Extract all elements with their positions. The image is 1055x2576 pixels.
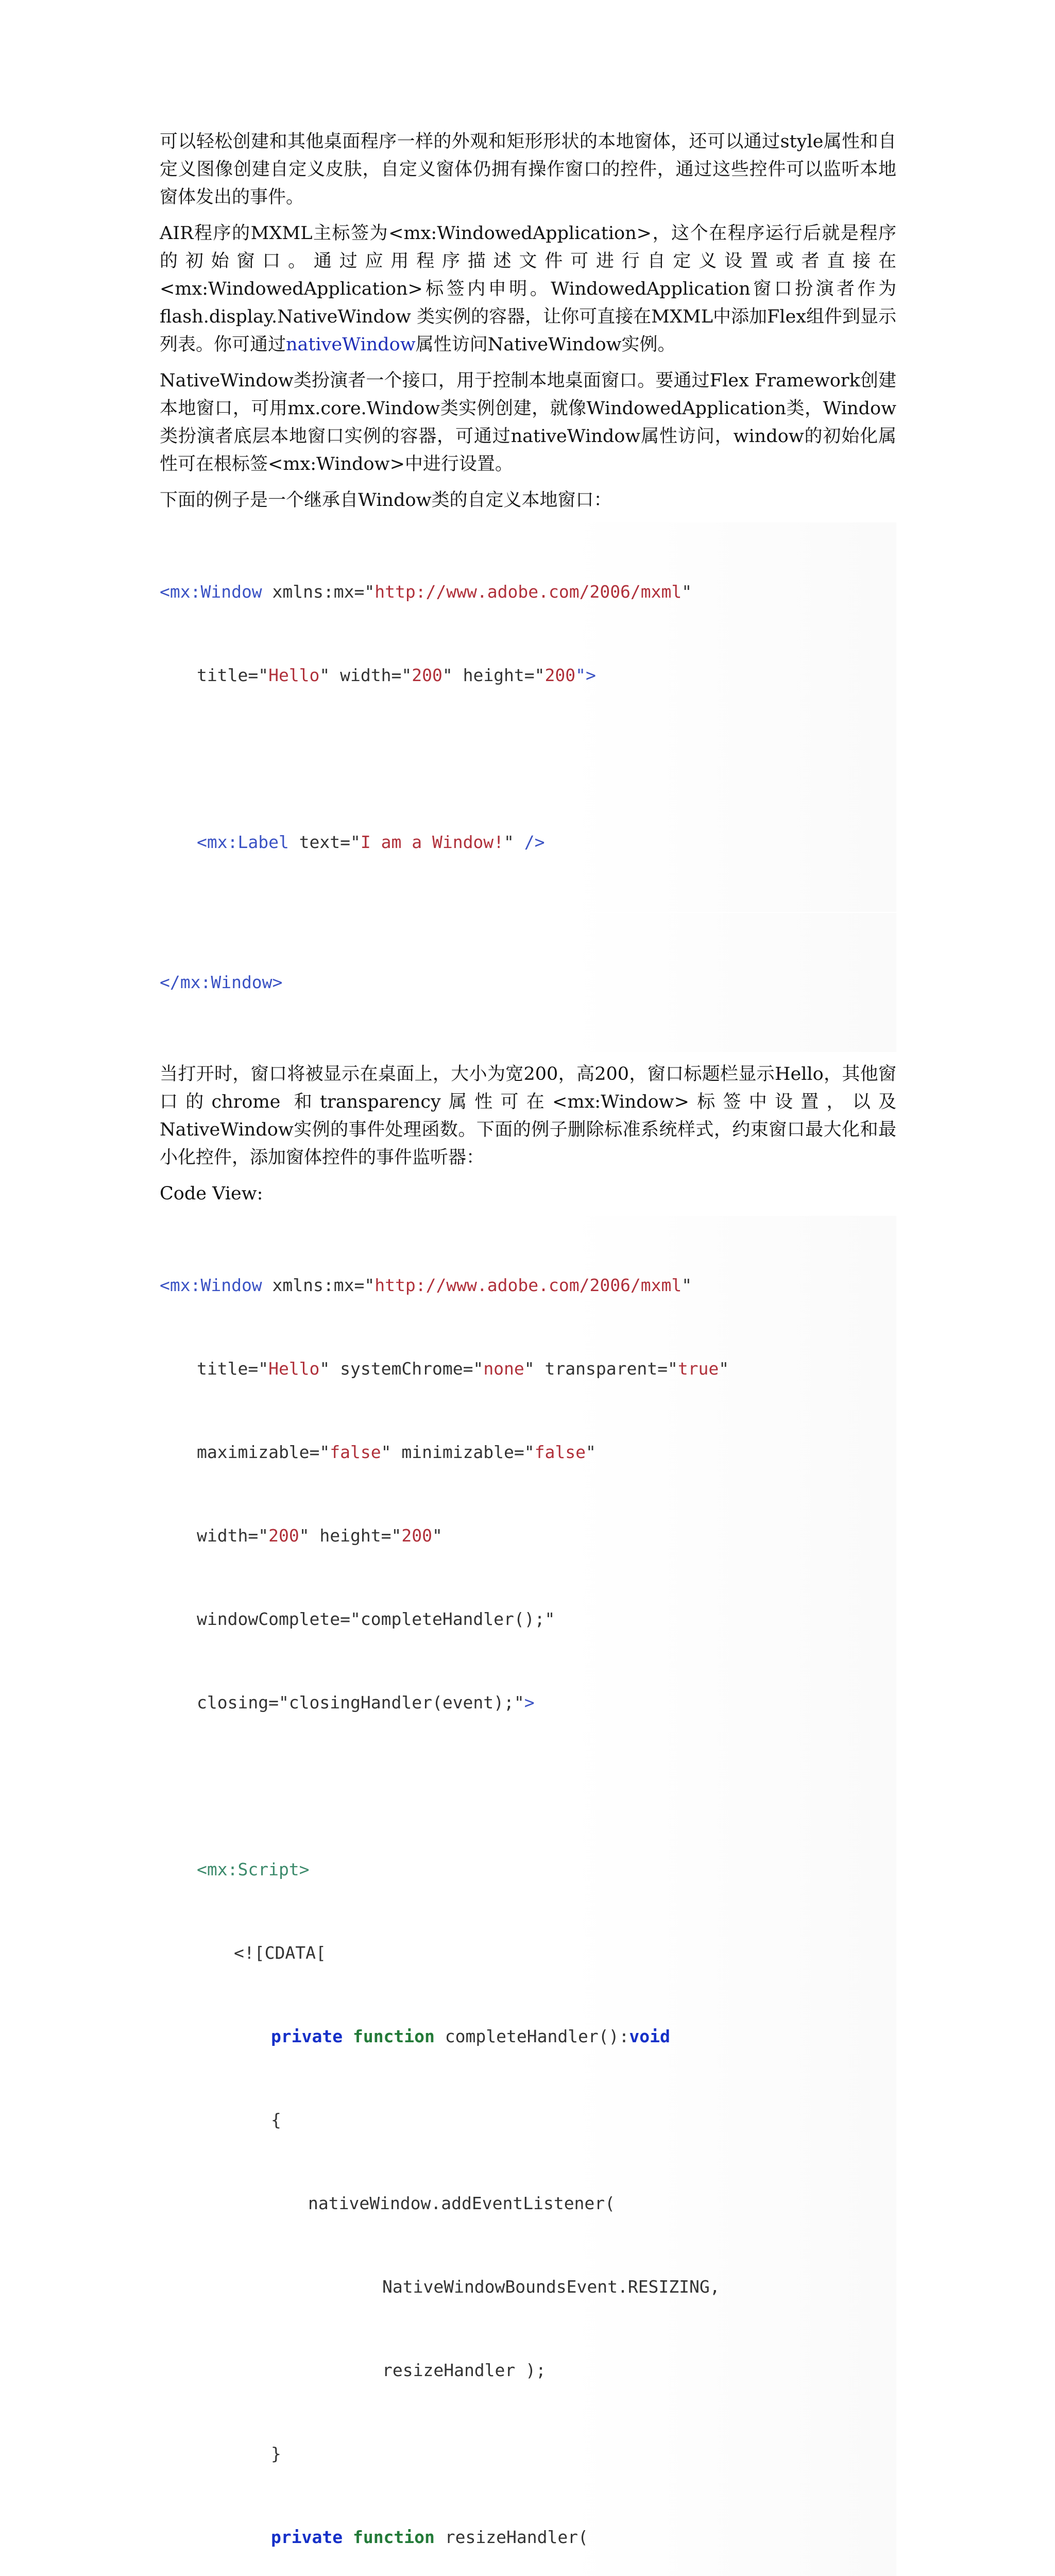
code-line xyxy=(160,2106,896,2134)
paragraph-example-intro: 下面的例子是一个继承自Window类的自定义本地窗口： xyxy=(160,490,612,511)
code-token: Hello xyxy=(268,1359,320,1379)
code-token: http://www.adobe.com/2006/mxml xyxy=(375,582,682,602)
code-token: /> xyxy=(514,832,545,852)
code-token: " minimizable=" xyxy=(381,1442,535,1462)
code-token: " width=" xyxy=(319,665,412,685)
code-token: Hello xyxy=(268,665,320,685)
code-line xyxy=(160,1939,896,1967)
paragraph-window-description: 当打开时，窗口将被显示在桌面上，大小为宽200，高200，窗口标题栏显示Hello，其他窗口的chrome 和transparency属性可在<mx:Window>标签中设置，以及NativeWindow实例的事件处理函数。下面的例子删除标准系统样式，约束窗口最大化和最小化控件，添加窗体控件的事件监听器： xyxy=(160,1064,896,1168)
document-page xyxy=(160,128,896,2576)
code-token: none xyxy=(483,1359,524,1379)
paragraph-mxml-root xyxy=(160,219,896,359)
code-token: > xyxy=(524,1692,535,1713)
code-token: </mx:Window> xyxy=(160,972,283,992)
code-token: " xyxy=(432,1526,443,1546)
code-token: " systemChrome=" xyxy=(319,1359,484,1379)
code-token: " xyxy=(682,1275,692,1295)
code-line xyxy=(160,2523,896,2551)
code-token: function xyxy=(352,2527,435,2547)
code-token: " xyxy=(585,1442,596,1462)
code-line xyxy=(160,1689,896,1717)
paragraph-native-window: NativeWindow类扮演者一个接口，用于控制本地桌面窗口。要通过Flex Framework创建本地窗口，可用mx.core.Window类实例创建，就像WindowedApplication类，Window类扮演者底层本地窗口实例的容器，可通过nativeWindow属性访问，window的初始化属性可在根标签<mx:Window>中进行设置。 xyxy=(160,370,896,474)
code-token: nativeWindow.addEventListener( xyxy=(308,2193,616,2213)
code-token: " xyxy=(504,832,514,852)
code-token: " xyxy=(682,582,692,602)
code-token: private xyxy=(271,2026,343,2046)
code-token: " transparent=" xyxy=(524,1359,678,1379)
code-token: <mx:Label xyxy=(197,832,289,852)
code-token: 200 xyxy=(401,1526,432,1546)
code-line xyxy=(160,662,896,689)
paragraph-mxml-root-tail: 属性访问NativeWindow实例。 xyxy=(415,334,676,355)
paragraph-intro: 可以轻松创建和其他桌面程序一样的外观和矩形形状的本地窗体，还可以通过style属性和自定义图像创建自定义皮肤，自定义窗体仍拥有操作窗口的控件，通过这些控件可以监听本地窗体发出的事件。 xyxy=(160,131,896,208)
code-token: closing="closingHandler(event);" xyxy=(197,1692,524,1713)
code-token: 200 xyxy=(412,665,443,685)
code-token: title=" xyxy=(197,665,269,685)
code-token: text=" xyxy=(288,832,361,852)
code-token: } xyxy=(271,2444,281,2464)
code-token: xmlns:mx=" xyxy=(262,582,375,602)
code-token: maximizable=" xyxy=(197,1442,330,1462)
code-token: " xyxy=(719,1359,729,1379)
paragraph-mxml-root-text: AIR程序的MXML主标签为<mx:WindowedApplication>，这个在程序运行后就是程序的初始窗口。通过应用程序描述文件可进行自定义设置或者直接在<mx:WindowedApplication>标签内申明。WindowedApplication窗口扮演者作为flash.display.NativeWindow 类实例的容器，让你可直接在MXML中添加Flex组件到显示列表。你可通过 xyxy=(160,223,896,355)
code-token: { xyxy=(271,2110,281,2130)
code-view-label: Code View: xyxy=(160,1183,263,1204)
code-token: I am a Window! xyxy=(360,832,504,852)
native-window-link[interactable]: nativeWindow xyxy=(286,334,416,355)
code-line xyxy=(160,1522,896,1550)
code-line xyxy=(160,1605,896,1633)
code-line xyxy=(160,2273,896,2301)
code-token: <mx:Window xyxy=(160,1275,262,1295)
code-token: " height=" xyxy=(299,1526,402,1546)
code-line xyxy=(160,2190,896,2217)
code-line xyxy=(160,1438,896,1466)
code-line xyxy=(160,1272,896,1299)
code-token: resizeHandler ); xyxy=(382,2360,546,2380)
code-line xyxy=(160,828,896,856)
code-line xyxy=(160,2023,896,2050)
code-token: <mx:Window xyxy=(160,582,262,602)
code-token: "> xyxy=(575,665,596,685)
code-token: private xyxy=(271,2527,343,2547)
code-line xyxy=(160,1856,896,1884)
code-token: false xyxy=(534,1442,586,1462)
code-line xyxy=(160,1355,896,1383)
code-token: void xyxy=(629,2026,670,2046)
code-blank-line xyxy=(160,1772,896,1800)
code-token: completeHandler(): xyxy=(434,2026,629,2046)
code-line xyxy=(160,969,896,996)
code-token: title=" xyxy=(197,1359,269,1379)
code-blank-line xyxy=(160,745,896,773)
code-token: width=" xyxy=(197,1526,269,1546)
code-token: NativeWindowBoundsEvent.RESIZING, xyxy=(382,2277,720,2297)
code-block-window-custom xyxy=(160,1216,896,2576)
code-token: 200 xyxy=(544,665,576,685)
code-token: " height=" xyxy=(442,665,545,685)
code-block-window-close xyxy=(160,913,896,1052)
code-token: function xyxy=(352,2026,435,2046)
code-token: windowComplete="completeHandler();" xyxy=(197,1609,555,1629)
code-line xyxy=(160,2357,896,2384)
code-token: <mx:Script> xyxy=(197,1859,310,1879)
code-token: 200 xyxy=(268,1526,299,1546)
code-line xyxy=(160,2440,896,2468)
code-token: http://www.adobe.com/2006/mxml xyxy=(375,1275,682,1295)
code-token: true xyxy=(677,1359,719,1379)
code-token: xmlns:mx=" xyxy=(262,1275,375,1295)
code-block-window-basic xyxy=(160,522,896,912)
code-token: false xyxy=(330,1442,381,1462)
code-token: <![CDATA[ xyxy=(234,1943,326,1963)
code-token: resizeHandler( xyxy=(434,2527,588,2547)
code-line xyxy=(160,578,896,606)
